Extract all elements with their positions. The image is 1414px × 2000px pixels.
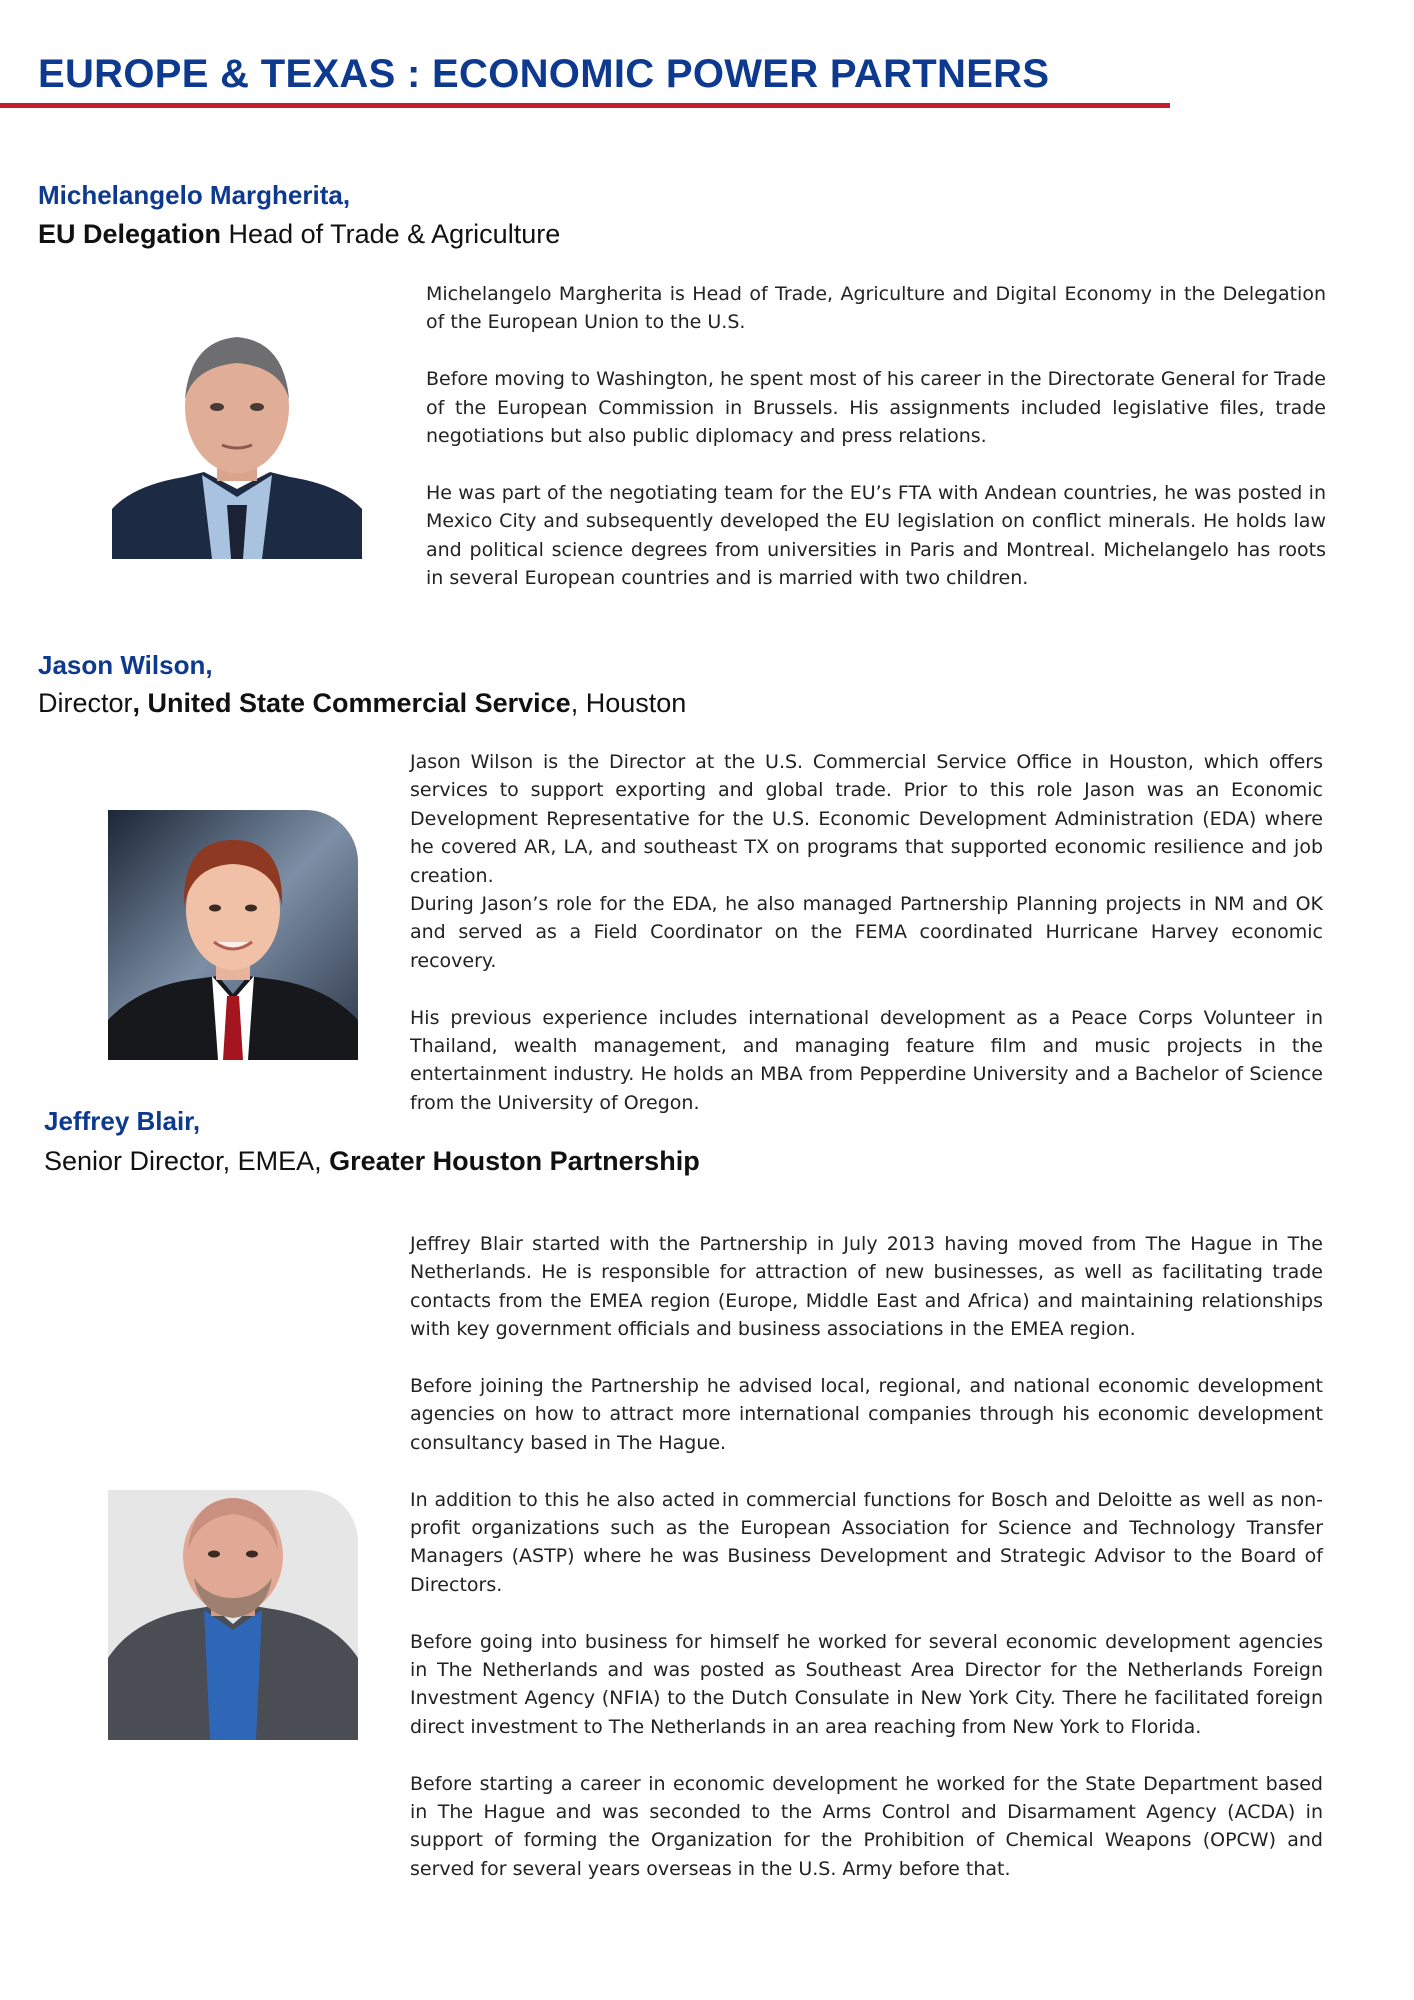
profile-bio: [410, 1230, 1323, 1883]
profile-name: Michelangelo Margherita,: [38, 180, 351, 210]
profile-role: [44, 1146, 700, 1177]
bio-paragraph: Michelangelo Margherita is Head of Trade, Agriculture and Digital Economy in the Delegation of the European Union to the U.S.: [426, 283, 1326, 334]
bio-paragraph: Jason Wilson is the Director at the U.S. Commercial Service Office in Houston, which offers services to support exporting and global trade. Prior to this role Jason was an Economic Development Representative for the U.S. Economic Development Administration (EDA) where he covered AR, LA, and southeast TX on programs that supported economic resilience and job creation.: [410, 751, 1323, 887]
bio-paragraph: Before starting a career in economic development he worked for the State Department based in The Hague and was seconded to the Arms Control and Disarmament Agency (ACDA) in support of forming the Organization for the Prohibition of Chemical Weapons (OPCW) and served for several years overseas in the U.S. Army before that.: [410, 1772, 1323, 1880]
bio-paragraph: Before going into business for himself he worked for several economic development agencies in The Netherlands and was posted as Southeast Area Director for the Netherlands Foreign Investment Agency (NFIA) to the Dutch Consulate in New York City. There he facilitated foreign direct investment to The Netherlands in an area reaching from New York to Florida.: [410, 1630, 1323, 1738]
role-organization: Greater Houston Partnership: [329, 1146, 700, 1176]
profile-role: [38, 219, 560, 250]
role-location: , Houston: [570, 688, 687, 718]
title-divider: [0, 103, 1170, 108]
portrait-photo: [112, 327, 362, 559]
profile-name: Jeffrey Blair,: [44, 1106, 201, 1136]
profile-role: [38, 688, 686, 719]
role-title: Senior Director, EMEA,: [44, 1146, 330, 1176]
portrait-photo: [108, 1490, 358, 1740]
portrait-photo: [108, 810, 358, 1060]
bio-paragraph: Before moving to Washington, he spent most of his career in the Directorate General for Trade of the European Commission in Brussels. His assignments included legislative files, trade negotiations but also public diplomacy and press relations.: [426, 368, 1326, 448]
profile-bio: [410, 748, 1323, 1117]
bio-paragraph: He was part of the negotiating team for the EU’s FTA with Andean countries, he was posted in Mexico City and subsequently developed the EU legislation on conflict minerals. He holds law and political science degrees from universities in Paris and Montreal. Michelangelo has roots in several European countries and is married with two children.: [426, 481, 1326, 590]
role-title: Director: [38, 688, 133, 718]
profile-name: Jason Wilson,: [38, 650, 213, 680]
bio-paragraph: Jeffrey Blair started with the Partnership in July 2013 having moved from The Hague in The Netherlands. He is responsible for attraction of new businesses, as well as facilitating trade contacts from the EMEA region (Europe, Middle East and Africa) and maintaining relationships with key government officials and business associations in the EMEA region.: [410, 1233, 1323, 1341]
role-organization: , United State Commercial Service: [132, 688, 571, 718]
profile-bio: [426, 280, 1326, 592]
role-organization: EU Delegation: [38, 219, 222, 249]
bio-paragraph: His previous experience includes international development as a Peace Corps Volunteer in Thailand, wealth management, and managing feature film and music projects in the entertainment industry. He holds an MBA from Pepperdine University and a Bachelor of Science from the University of Oregon.: [410, 1006, 1323, 1114]
role-title: Head of Trade & Agriculture: [221, 219, 561, 249]
bio-paragraph: During Jason’s role for the EDA, he also managed Partnership Planning projects in NM and OK and served as a Field Coordinator on the FEMA coordinated Hurricane Harvey economic recovery.: [410, 893, 1323, 972]
bio-paragraph: Before joining the Partnership he advised local, regional, and national economic development agencies on how to attract more international companies through his economic development consultancy based in The Hague.: [410, 1375, 1323, 1454]
bio-paragraph: In addition to this he also acted in commercial functions for Bosch and Deloitte as well as non-profit organizations such as the European Association for Science and Technology Transfer Managers (ASTP) where he was Business Development and Strategic Advisor to the Board of Directors.: [410, 1488, 1323, 1596]
page-title: EUROPE & TEXAS : ECONOMIC POWER PARTNERS: [38, 52, 1050, 96]
